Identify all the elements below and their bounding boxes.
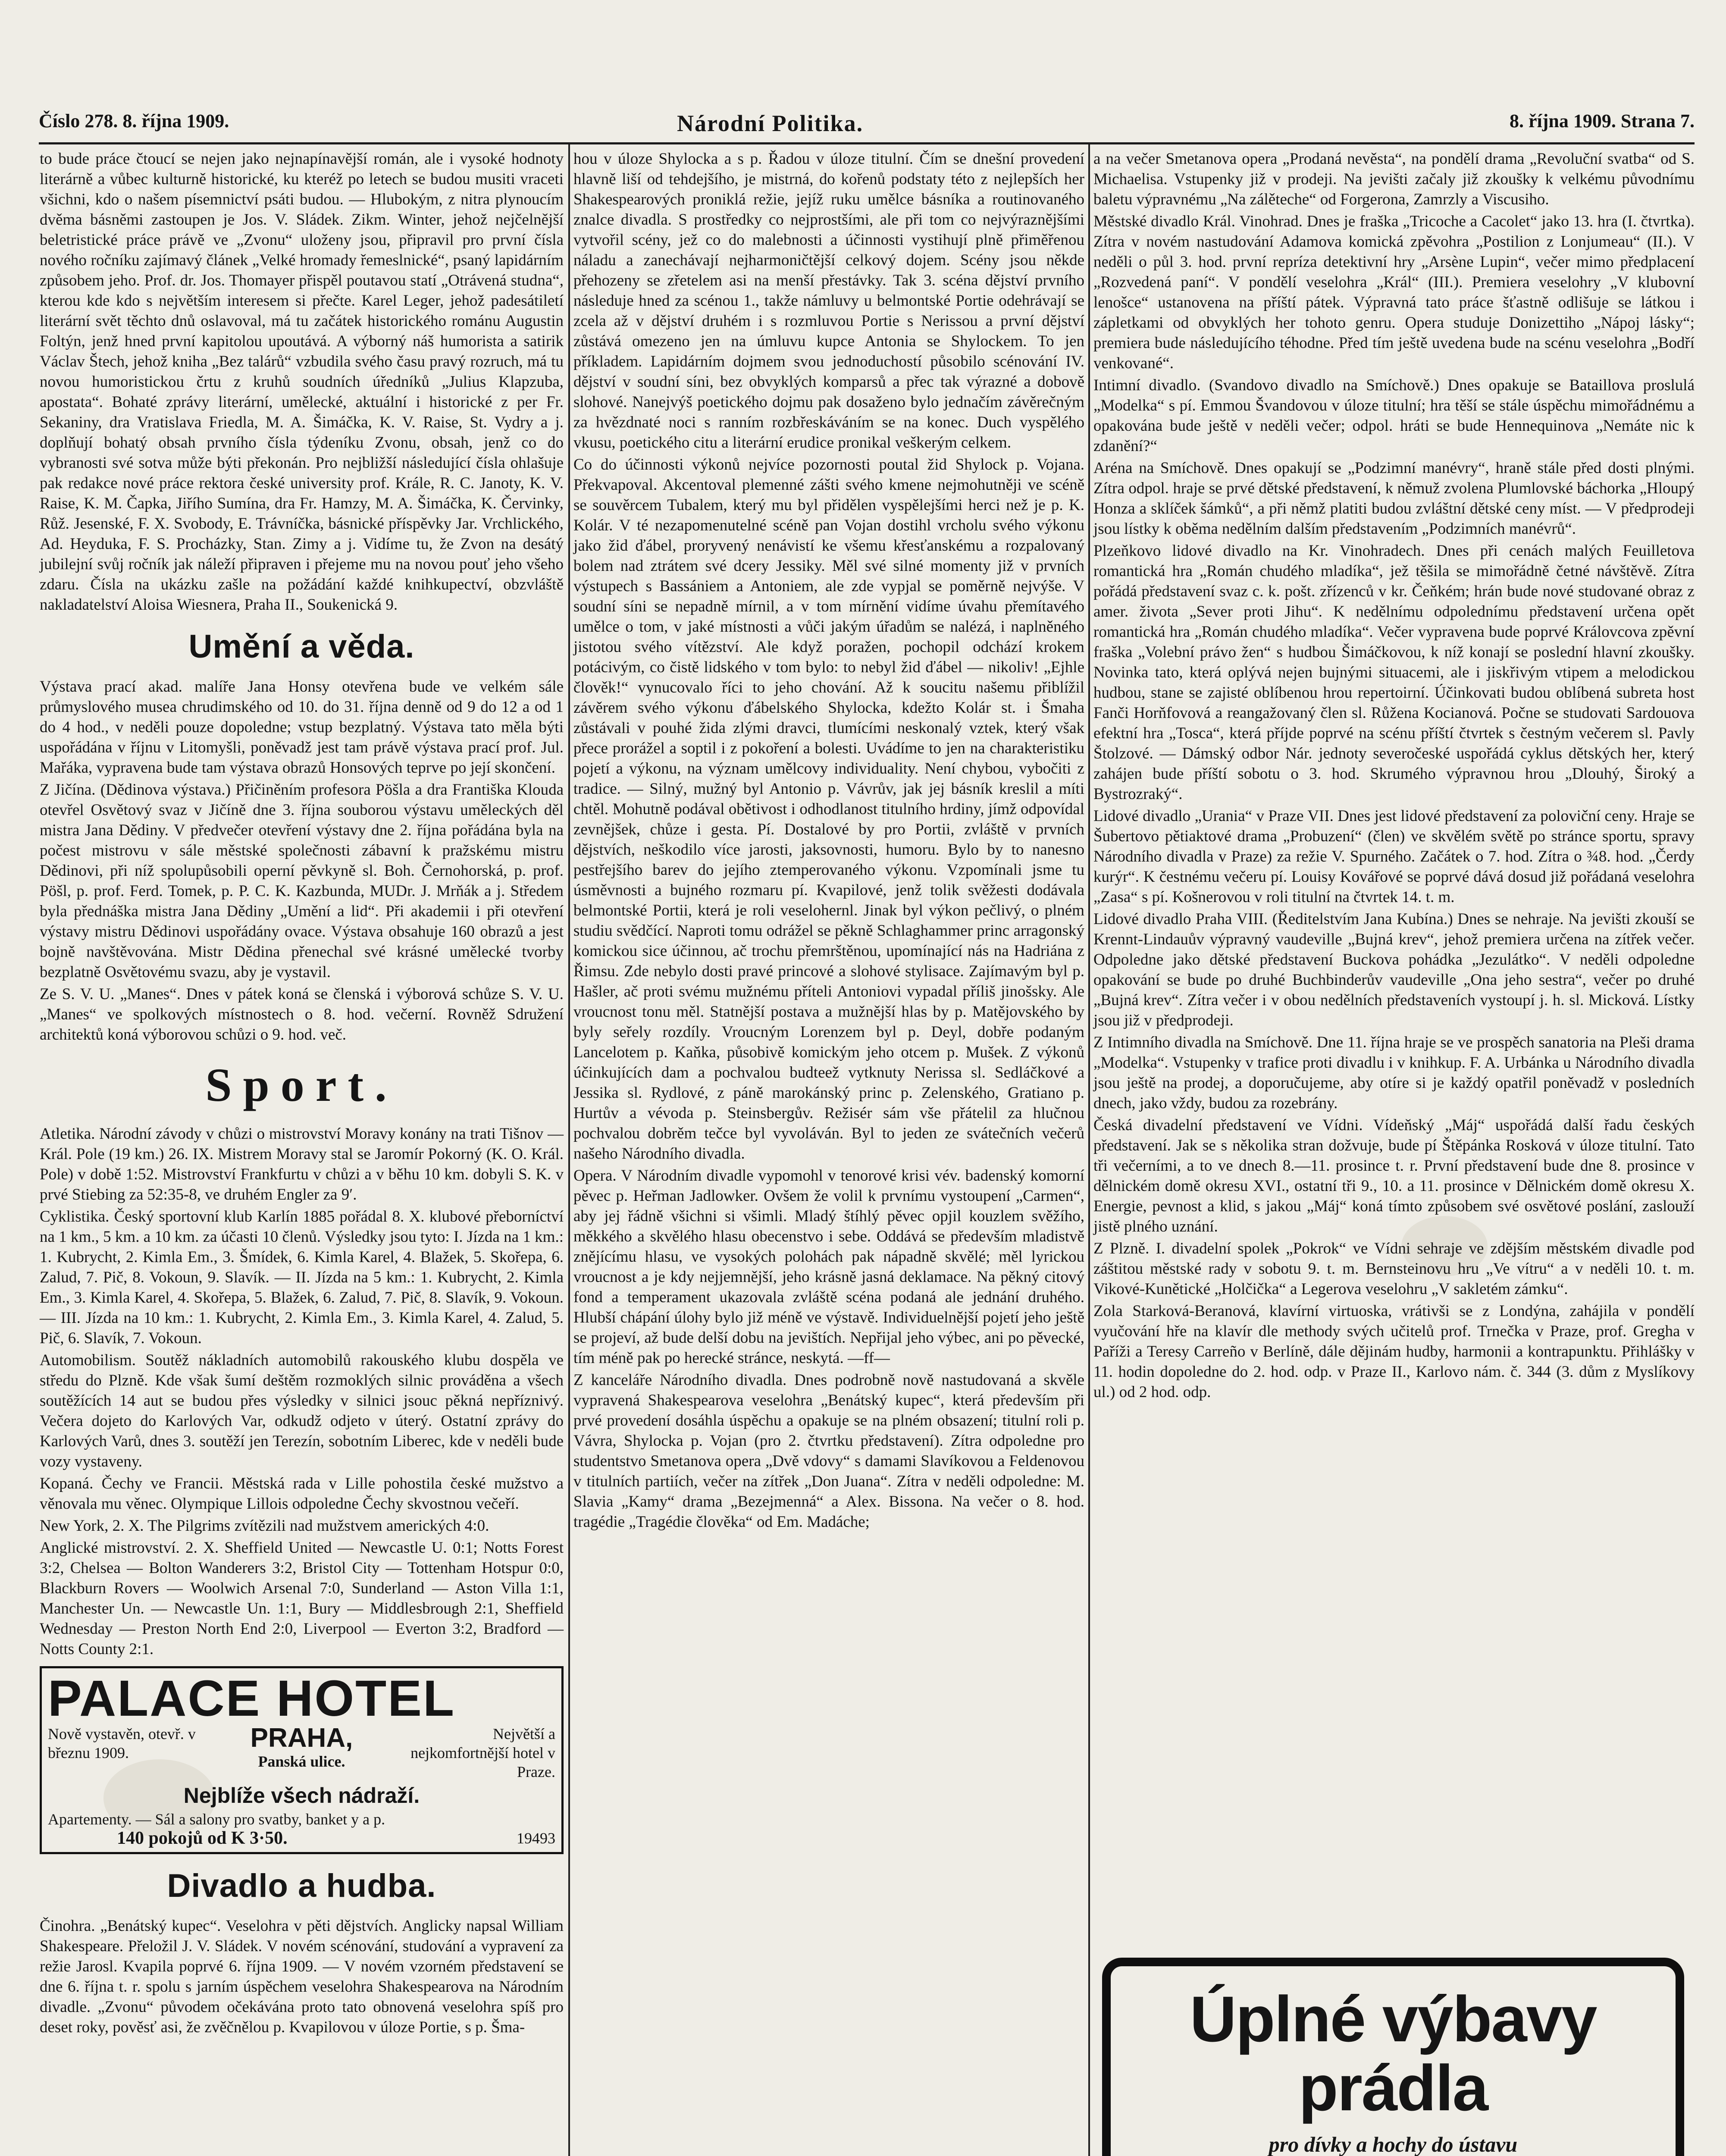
article-anglicke-mistrovstvi: Anglické mistrovství. 2. X. Sheffield United — Newcastle U. 0:1; Notts Forest 3:2, Chelsea — Bolton Wanderers 3:2, Bristol City — Tottenham Hotspur 0:0, Blackburn Rovers — Woolwich Arsenal 7:0, Sunderland — Aston Villa 1:1, Manchester Un. — Newcastle Un. 1:1, Bury — Middlesbrough 2:1, Sheffield Wednesday — Preston North End 2:0, Liverpool — Everton 3:2, Bradford — Notts County 2:1.: [40, 1539, 564, 1658]
article-kopana: Kopaná. Čechy ve Francii. Městská rada v Lille pohostila české mužstvo a věnovala mu věnec. Olympique Lillois odpoledne Čechy skvostnou večeří.: [40, 1475, 564, 1513]
column-rule: [1088, 144, 1090, 2156]
column-rule: [568, 144, 570, 2156]
column-3: [1093, 149, 1695, 1404]
palace-hotel-street: Panská ulice.: [258, 1753, 345, 1770]
column-2: [573, 149, 1084, 1534]
article-cyklistika: Cyklistika. Český sportovní klub Karlín 1885 pořádal 8. X. klubové přeborníctví na 1 km., 5 km. a 10 km. za účasti 10 členů. Výsledky jsou tyto: I. Jízda na 1 km.: 1. Kubrycht, 2. Kimla Em., 3. Šmídek, 6. Kimla Karel, 4. Blažek, 5. Skořepa, 6. Zalud, 7. Pič, 8. Vokoun, 9. Slavík. — II. Jízda na 5 km.: 1. Kubrycht, 2. Kimla Em., 3. Kimla Karel, 4. Skořepa, 5. Blažek, 6. Zalud, 7. Pič, 8. Slavík, 9. Vokoun. — III. Jízda na 10 km.: 1. Kubrycht, 2. Kimla Em., 3. Kimla Karel, 4. Zalud, 5. Pič, 6. Slavík, 7. Vokoun.: [40, 1208, 564, 1347]
novak-ad: [1102, 1958, 1684, 2156]
article-jicin: Z Jičína. (Dědinova výstava.) Přičiněním profesora Pöšla a dra Františka Klouda otevřel Osvětový svaz v Jičíně dne 3. října souborou výstavu uměleckých děl mistra Jana Dědiny. V předvečer otevření výstavy dne 2. října pořádána byla na počest mistrovu v sále městské společnosti zábavní k pražskému mistru Dědinovi, při níž spolupůsobili operní pěvkyně sl. Boh. Černohorská, p. prof. Pöšl, p. prof. Ferd. Tomek, p. P. C. K. Kazbunda, MUDr. J. Mrňák a j. Středem byla přednáška mistra Jana Dědiny „Umění a lid“. Při akademii i při otevření výstavy mistru Dědinovi uspořádány ovace. Výstava obsahuje 160 obrazů a jest bojně navštěvována. Mistr Dědina přenechal své krásné umělecké tvorby bezplatně Osvětovému svazu, aby je vystavil.: [40, 781, 564, 981]
article-vinohrady: Městské divadlo Král. Vinohrad. Dnes je fraška „Tricoche a Cacolet“ jako 13. hra (I. čtvrtka). Zítra v novém nastudování Adamova komická zpěvohra „Postilion z Lonjumeau“ (II.). V neděli o půl 3. hod. první repríza detektivní hry „Arsène Lupin“, večer mimo předplacení „Rozvedená paní“. V pondělí veselohra „Král“ (III.). Premiera veselohry „V klubovní lenošce“ ustanovena na příští pátek. Výpravná tato práce šťastně odlišuje se látkou i zápletkami od obvyklých her tohoto genru. Opera studuje Donizettiho „Nápoj lásky“; premiera bude následujícího téhodne. Před tím ještě uvedena bude na scénu veselohra „Bodří venkované“.: [1093, 213, 1695, 372]
article-intimni-divadlo: Intimní divadlo. (Svandovo divadlo na Smíchově.) Dnes opakuje se Bataillova proslulá „Modelka“ s pí. Emmou Švandovou v úloze titulní; hra těší se stále úspěchu mimořádnému a opakována bude ještě v neděli večer; odpol. hráti se bude Hennequinova „Nemáte nic k zdanění?“: [1093, 376, 1695, 455]
palace-hotel-apartments: Apartementy. — Sál a salony pro svatby, banket y a p.: [48, 1811, 385, 1828]
article-starkova: Zola Starková-Beranová, klavírní virtuoska, vrátivši se z Londýna, zahájila v pondělí vyučování hře na klavír dle methody svých učitelů prof. Trnečka v Praze, prof. Gregha v Paříži a Teresy Carreño v Berlíně, dále dějinám hudby, harmonii a kontrapunktu. Přihlášky v 11. hodin dopoledne do 2. hod. odp. v Praze II., Karlovo nám. č. 344 (3. dům z Myslíkovy ul.) od 2 hod. odp.: [1093, 1302, 1695, 1401]
article-z-plzne: Z Plzně. I. divadelní spolek „Pokrok“ ve Vídni sehraje ve zdějším městském divadle pod záštitou městské rady v sobotu 9. t. m. Bernsteinovu hru „Ve vítru“ a v neděli 10. t. m. Vikové-Kunětické „Holčička“ a Legerova veselohru „V sakletém zámku“.: [1093, 1240, 1695, 1298]
article-lidove-vinohrady: Plzeňkovo lidové divadlo na Kr. Vinohradech. Dnes při cenách malých Feuilletova romantická hra „Román chudého mladíka“, jež těšila se mimořádně četné návštěvě. Zítra pořádá představení svaz c. k. pošt. zřízenců v kr. Čeňkém; hrán bude nové studované obraz z amer. života „Sever proti Jihu“. K nedělnímu odpolednímu představení určena opět romantická hra „Román chudého mladíka“. Večer vypravena bude poprvé Královcova zpěvní fraška „Volební právo žen“ s hudbou Šimáčkovou, k níž konají se poslední hlavní zkoušky. Novinka tato, která oplývá nejen bujnými situacemi, ale i jiskřivým vtipem a melodickou hudbou, stane se zajisté oblíbenou hrou repertoirní. Účinkovati budou oblíbená subreta host Fanči Horňfovová a reangažovaný člen sl. Růžena Kocianová. Počne se studovati Sardouova efektní hra „Tosca“, která příjde poprvé na scénu příští čtvrtek s čestným večerem sl. Pavly Štolzové. — Dámský odbor Nár. jednoty severočeské uspořádá cyklus dětských her, který zahájen bude příští sobotu o 3. hod. Skrumého výpravnou hrou „Dlouhý, Široký a Bystrozraký“.: [1093, 542, 1695, 803]
palace-hotel-opened: Nově vystavěn, otevř. v březnu 1909.: [48, 1725, 196, 1761]
palace-hotel-claim: Největší a nejkomfortnější hotel v Praze.: [410, 1725, 555, 1780]
palace-hotel-rooms-row: [48, 1829, 555, 1848]
article-automobilism: Automobilism. Soutěž nákladních automobilů rakouského klubu dospěla ve středu do Plzně. Kde však šumí deštěm rozmoklých silnic prováděna a všech soutěžících 14 aut se budou přes výsledky v silnici jsouc pěkná nepříznivý. Večera dojeto do Karlových Var, odkudž odjeto v úterý. Ostatní zprávy do Karlových Varů, dnes 3. soutěží jen Terezín, sobotním Liberec, kde v neděli bude vozy vystaveny.: [40, 1351, 564, 1470]
article-manes: Ze S. V. U. „Manes“. Dnes v pátek koná se členská i výborová schůze S. V. U. „Manes“ ve spolkových místnostech o 8. hod. večerní. Rovněž Sdružení architektů koná výborovou schůzi o 9. hod. več.: [40, 985, 564, 1044]
article-nd-continued: a na večer Smetanova opera „Prodaná nevěsta“, na pondělí drama „Revoluční svatba“ od S. Michaelisa. Vstupenky již v prodeji. Na jevišti začaly již zkoušky k velkému původnímu baletu výpravnému „Na zálěteche“ od Forgerona, Zamrzly a Viscusiho.: [1093, 150, 1695, 208]
palace-hotel-info-row: [48, 1724, 555, 1781]
article-new-york: New York, 2. X. The Pilgrims zvítězili nad mužstvem amerických 4:0.: [40, 1517, 489, 1535]
palace-hotel-ad: [40, 1666, 564, 1854]
article-videnska-predstaveni: Česká divadelní představení ve Vídni. Vídeňský „Máj“ uspořádá další řadu českých představení. Jak se s několika stran dožvuje, bude pí Štěpánka Rosková v úloze titulní. Tato tři večerními, a to ve dnech 8.—11. prosince t. r. První představení bude dne 8. prosince v dělnickém domě okresu XVI., ostatní tři 9., 10. a 11. prosince v Dělnickém domě okresu X. Energie, pevnost a klid, s jakou „Máj“ koná tímto způsobem své osvětové poslání, zaslouží jistě plného uznání.: [1093, 1116, 1695, 1235]
palace-hotel-address: [210, 1724, 393, 1781]
article-kancelar-nd: Z kanceláře Národního divadla. Dnes podrobně nově nastudovaná a skvěle vypravená Shakespearova veselohra „Benátský kupec“, která především při prvé provedení dosáhla úspěchu a opakuje se na plném obsazení; titulní roli p. Vávra, Shylocka p. Vojan (pro 2. čtvrtku představení). Zítra odpoledne pro studentstvo Smetanova opera „Dvě vdovy“ s damami Slavíkovou a Feldenovou v titulních partiích, večer na zítřek „Don Juana“. Zítra v neděli odpoledne: M. Slavia „Kamy“ drama „Bezejmenná“ a Alex. Bissona. Na večer o 8. hod. tragédie „Tragédie člověka“ od Em. Madáche;: [573, 1371, 1084, 1531]
novak-ad-subline: pro dívky a hochy do ústavu: [1269, 2132, 1518, 2156]
article-benatsky-kupec-review: Činohra. „Benátský kupec“. Veselohra v pěti dějstvích. Anglicky napsal William Shakespeare. Přeložil J. V. Sládek. V novém scénování, studování a vypravení za režie Jarosl. Kvapila poprvé 6. října 1909. — V novém vzorném představení se dne 6. října t. r. spolu s jarním úspěchem veselohra Shakespearova na Národním divadle. „Zvonu“ původem očekávána proto tato obnovená veselohra spíš pro deset roky, pověsť asi, že zvěčnělou p. Kvapilovou v úloze Portie, s p. Šma-: [40, 1917, 564, 2036]
article-lidove-praha-viii: Lidové divadlo Praha VIII. (Ředitelstvím Jana Kubína.) Dnes se nehraje. Na jevišti zkouší se Krennt-Lindauův výpravný vaudeville „Bujná krev“, jehož premiera určena na zítřek večer. Odpoledne jako dětské představení Buckova pohádka „Jezulátko“. V neděli odpoledne opakování se bude po druhé Buchbinderův vaudeville „Ona jeho sestra“, večer po druhé „Bujná krev“. Zítra večer i v obou nedělních představeních vystoupí j. h. sl. Micková. Lístky jsou již v předprodeji.: [1093, 910, 1695, 1029]
masthead-title: Národní Politika.: [677, 110, 864, 136]
section-heading-sport: Sport.: [205, 1059, 398, 1111]
article-intimni-smichov: Z Intimního divadla na Smíchově. Dne 11. října hraje se ve prospěch sanatoria na Pleši drama „Modelka“. Vstupenky v trafice proti divadlu i v knihkup. F. A. Urbánka u Národního divadla jsou ještě na prodej, a doporučujeme, aby otíre si je každý opatřil poněvadž v posledních dnech, jako vždy, budou za rozebrány.: [1093, 1034, 1695, 1112]
palace-hotel-rooms: 140 pokojů od K 3·50.: [117, 1828, 288, 1848]
article-urania: Lidové divadlo „Urania“ v Praze VII. Dnes jest lidové představení za poloviční ceny. Hraje se Šubertovo pětiaktové drama „Probuzení“ (člen) ve skvělém světě po stránce sportu, spravy Národního divadla v Praze) za režie V. Spurného. Začátek o 7. hod. Zítra o ¾8. hod. „Čerdy kurýr“. K čestnému večeru pí. Louisy Kovářové se poprvé dává dosud již pořádaná veselohra „Zasa“ s pí. Košnerovou v roli titulní na čtvrtek 14. t. m.: [1093, 807, 1695, 906]
article-opera-jadlowker: Opera. V Národním divadle vypomohl v tenorové krisi vév. badenský komorní pěvec p. Heřman Jadlowker. Ovšem že volil k prvnímu vystoupení „Carmen“, aby jej řádně všichni si všimli. Mladý štíhlý pěvec opjil kouzlem svěžího, měkkého a skvělého hlasu obecenstvo i sebe. Oddává se především mladistvě znějícímu hlasu, ve vysokých polohách pak nápadně skvělé; měl lyrickou vroucnost a je kdy nejjemnější, jeho krásně jasná deklamace. Na pěkný citový fond a temperament ukazovala zvláště scéna podaná ale jednání druhého. Hlubší chápání úlohy bylo již méně ve výstavě. Individuelnější pojetí jeho ještě se projeví, až bude delší dobu na jevištích. Nepřijal jeho výbec, ani po pěvecké, tím méně pak po herecké stránce, neskytá. —ff—: [573, 1167, 1084, 1367]
section-heading-umeni: Umění a věda.: [188, 628, 415, 665]
column-1: [40, 149, 564, 2039]
article-atletika: Atletika. Národní závody v chůzi o mistrovství Moravy konány na trati Tišnov — Král. Pole (19 km.) 26. IX. Mistrem Moravy stal se Jaromír Pokorný (K. O. Král. Pole) v době 1:52. Mistrovství Frankfurtu v chůzi a v běhu 10 km. dobyli S. K. v prvé Stiebing za 52:35-8, ve druhém Engler za 9′.: [40, 1125, 564, 1203]
palace-hotel-city: PRAHA,: [250, 1723, 353, 1753]
article-zvon: to bude práce čtoucí se nejen jako nejnapínavější román, ale i vysoké hodnoty literárně a vůbec kulturně historické, ku kteréž po letech se budou musiti vraceti všichni, kdo o našem písemnictví psáti budou. — Hlubokým, z nitra plynoucím dvěma básněmi zastoupen je Jos. V. Sládek. Zikm. Winter, jehož nejčelnější beletristické práce právě ve „Zvonu“ uloženy jsou, připravil pro první čísla nového ročníku zajímavý článek „Velké hromady řemeslnické“, psaný lapidárním způsobem jeho. Prof. dr. Jos. Thomayer přispěl poutavou statí „Otrávená studna“, kterou kde kdo s největším interesem si přečte. Karel Leger, jehož padesátiletí literární svět těchto dnů oslavoval, má tu začátek historického románu Augustin Foltýn, jenž hned první kapitolou upoutává. A výborný náš humorista a satirik Václav Štech, jehož kniha „Bez talárů“ vzbudila svého času pravý rozruch, má tu novou humoristickou črtu z kruhů soudních úředníků „Julius Klapzuba, apostata“. Bohaté zprávy literární, umělecké, aktuální i historické z per Fr. Sekaniny, dra Vratislava Friedla, M. A. Šimáčka, K. V. Raise, St. Vydry a j. doplňují bohatý obsah prvního čísla týdeníku Zvonu, obsah, jenž co do vybranosti své sotva může býti překonán. Pro nejbližší následující čísla ohlašuje pak redakce nové práce rektora české university prof. Krále, R. C. Janoty, K. V. Raise, K. M. Čapka, Jiřího Sumína, dra Fr. Hamzy, M. A. Šimáčka, K. Červinky, Růž. Jesenské, F. X. Svobody, E. Trávníčka, básnické příspěvky Jar. Vrchlického, Ad. Heyduka, F. S. Procházky, Stan. Zimy a j. Vidíme tu, že Zvon na desátý jubilejní svůj ročník jak náleží připraven i přejeme mu na novou pouť jeho všeho zdaru. Čísla na ukázku zašle na požádání každé knihkupectví, obzvláště nakladatelství Aloisa Wiesnera, Praha II., Soukenická 9.: [40, 150, 564, 614]
article-arena-smichov: Aréna na Smíchově. Dnes opakují se „Podzimní manévry“, hraně stále před dosti plnými. Zítra odpol. hraje se prvé dětské představení, k němuž zvolena Plumlovské báchorka „Hloupý Honza a sklíček šámků“, a při němž platiti budou zvláštní dětské ceny míst. — V předprodeji jsou lístky k oběma nedělním dalším představením „Podzimních manévrů“.: [1093, 459, 1695, 538]
issue-number: Číslo 278. 8. října 1909.: [39, 110, 229, 132]
page-header: [39, 110, 1695, 142]
palace-hotel-title: PALACE HOTEL: [48, 1670, 456, 1727]
article-review-actors: Co do účinnosti výkonů nejvíce pozornosti poutal žid Shylock p. Vojana. Překvapoval. Akcentoval plemenné zášti svého kmene nejmohutněji ve scéně se souvěrcem Tubalem, který mu byl přidělen vyspělejšími herci než je p. K. Kolár. V té nezapomenutelné scéně pan Vojan dostihl vrcholu svého výkonu jako žid ďábel, proryvený nenávistí ke všemu křesťanskému a rozpalovaný bolem nad ztrátem své dcery Jessiky. Měl své silné momenty již v prvních výstupech s Bassániem a Antoniem, ale zde vypjal se poměrně nejvýše. V soudní síni se nepadně mírnil, a v tom mírnění vidíme úvahu přemítavého umělce o tom, v jaké místnosti a vůči jakým úřadům se nalézá, i naplněného jistotou svého vítězství. Ale když poražen, pochopil odchází krokem potácivým, co čistě lidského v tom bylo: to nebyl žid ďábel — nikoliv! „Ejhle člověk!“ vynucovalo říci to jeho chování. Až k soucitu našemu přiblížil závěrem svého výkonu ďábelského Shylocka, kdežto Kolár st. i Šmaha zůstávali v pouhé žida zlými dravci, tlumícími neskonalý vztek, který však přece prorážel a soptil i z pokoření a bolesti. Uvádíme to jen na charakteristiku pojetí a výkonu, na význam umělcovy individuality. Není chybou, vybočiti z tradice. — Silný, mužný byl Antonio p. Vávrův, jak jej básník kreslil a míti chtěl. Mohutně podával obětivost i odhodlanost titulního hrdiny, jímž odpovídal zevnějšek, chůze i gesta. Pí. Dostalové by pro Portii, zvláště v prvních dějstvích, neškodilo více jarosti, jaksovnosti, humoru. Bylo by to nanesno pestřejšího barev do jejího ztemperovaného výkonu. Vzpomínali jsme tu úsměvnosti a bujného rozmaru pí. Kvapilové, jenž tolik svěžesti dodávala belmontské Portii, která je roli veselohernl. Jinak byl výkon pečlivý, o plném studiu svědčící. Naproti tomu odrážel se pěkně Schlaghammer princ arragonský komickou sice účinnou, ač trochu přemrštěnou, upomínající nás na Hadriána z Řimsu. Zde nebylo dosti pravé princové a slohové stylisace. Zajímavým byl p. Hašler, ač proti svému mužnému příteli Antoniovi vypadal příliš jinošsky. Ale vroucnost tonu měl. Statnější postava a mužnější hlas by p. Matějovského by byly seřely rozdíly. Vroucným Lorenzem byl p. Deyl, dobře podaným Lancelotem p. Kaňka, působivě komickým jeho otcem p. Mušek. Z výkonů účinkujících dam a pochvalou budteež vytknuty Nerissa sl. Sedláčkové a Jessika sl. Rydlové, z páně marokánský princ p. Zelenského, Gratiano p. Hurtův a vévoda p. Steinsbergův. Režisér sám vše přátelil za hlučnou pochvalou dobrěm tečce byl vyvoláván. Byl to jeden ze svátečních večerů našeho Národního divadla.: [573, 456, 1084, 1163]
article-review-continued: hou v úloze Shylocka a s p. Řadou v úloze titulní. Čím se dnešní provedení hlavně liší od tehdejšího, je mistrná, do kořenů podstaty této z nejlepších her Shakespearových proniklá režie, jejíž ruku umělce básníka a routinovaného znalce divadla. S prostředky co nejprostšími, ale při tom co nejvýraznějšími vytvořil scény, jež co do malebnosti a účinnosti vystihují plně přiměřenou náladu a zanechávají nejharmoničtější celkový dojem. Scény jsou někde přehozeny se zřetelem asi na menší přestávky. Tak 3. scéna dějství prvního následuje hned za scénou 1., takže námluvy u belmontské Portie odehrávají se zcela až v dějství druhém i s rozmluvou Portie s Nerissou a první dějství zůstává omezeno jen na úmluvu kupce Antonia se Shylockem. To jen příkladem. Lapidárním dojmem svou jednoduchostí působilo scénování IV. dějství v soudní síni, bez obvyklých komparsů a přec tak výrazné a dobově slohové. Nanejvýš poetického dojmu pak dosaženo bylo jednačím závěrečným za hvězdnaté noci s ranním rozbřeskáváním se na konec. Duch vyspělého vkusu, poetického citu a literární erudice pronikal veškerým celkem.: [573, 150, 1084, 451]
palace-hotel-near-stations: Nejblíže všech nádraží.: [183, 1783, 420, 1808]
novak-ad-headline: Úplné výbavy prádla: [1190, 1983, 1597, 2124]
section-heading-divadlo: Divadlo a hudba.: [167, 1868, 436, 1904]
palace-hotel-ad-number: 19493: [517, 1830, 555, 1847]
page-number: 8. října 1909. Strana 7.: [1510, 110, 1695, 132]
header-rule: [39, 142, 1695, 144]
article-honsa: Výstava prací akad. malíře Jana Honsy otevřena bude ve velkém sále průmyslového musea chrudimského od 10. do 31. října denně od 9 do 12 a od 1 do 4 hod., v neděli pouze dopoledne; vstup bezplatný. Výstava tato měla býti uspořádána v říjnu v Litomyšli, poněvadž jest tam právě výstava prací prof. Jul. Mařáka, vypravena bude tam výstava obrazů Honsových teprve po její skončení.: [40, 678, 564, 777]
